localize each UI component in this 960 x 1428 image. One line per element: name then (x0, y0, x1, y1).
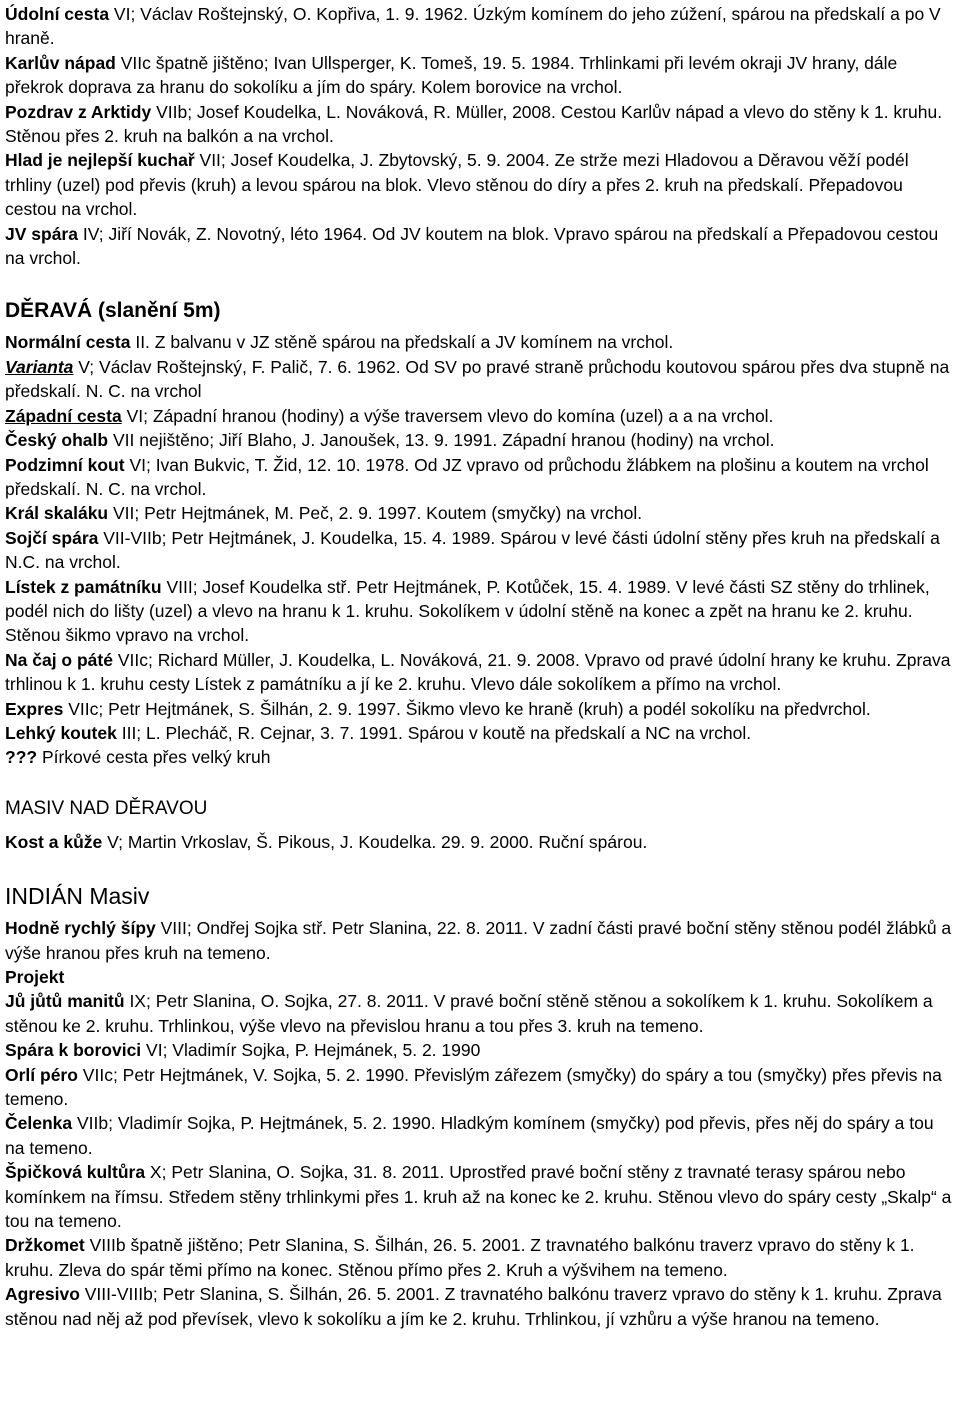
route-name: Držkomet (5, 1235, 85, 1256)
route-name: Špičková kultůra (5, 1162, 146, 1183)
route-name: Na čaj o páté (5, 649, 113, 670)
route-entry (5, 1160, 953, 1233)
route-entry (5, 453, 953, 502)
route-name: Údolní cesta (5, 4, 110, 24)
route-name: ??? (5, 747, 38, 768)
route-name: Podzimní kout (5, 454, 125, 475)
route-name: Orlí péro (5, 1064, 78, 1085)
route-entry (5, 2, 953, 51)
route-description: VIII; Josef Koudelka stř. Petr Hejtmánek, P. Kotůček, 15. 4. 1989. V levé části SZ stěny do trhlinek, podél nich do lišty (uzel) a vlevo na hranu k 1. kruhu. Sokolíkem v údolní stěně na konec a zpět na hranu ke 2. kruhu. Stěnou šikmo vpravo na vrchol. (5, 576, 930, 646)
spacer (5, 770, 953, 794)
route-description: IX; Petr Slanina, O. Sojka, 27. 8. 2011. V pravé boční stěně stěnou a sokolíkem k 1. kruhu. Sokolíkem a stěnou ke 2. kruhu. Trhlinkou, výše vlevo na převislou hranu a tou přes 3. kruh na temeno. (5, 991, 933, 1036)
route-name: Hlad je nejlepší kuchař (5, 150, 195, 171)
section-heading: INDIÁN Masiv (5, 883, 150, 910)
route-description: VI; Západní hranou (hodiny) a výše traversem vlevo do komína (uzel) a a na vrchol. (121, 405, 774, 426)
route-entry (5, 1233, 953, 1282)
route-entry (5, 648, 953, 697)
route-entry (5, 1111, 953, 1160)
route-name: Kost a kůže (5, 831, 103, 852)
route-entry (5, 148, 953, 221)
route-entry (5, 965, 953, 989)
route-name: Hodně rychlý šípy (5, 918, 156, 939)
section-heading: MASIV NAD DĚRAVOU (5, 797, 208, 819)
route-name: Varianta (5, 356, 74, 377)
route-description: X; Petr Slanina, O. Sojka, 31. 8. 2011. Uprostřed pravé boční stěny z travnaté terasy spárou nebo komínkem na římsu. Středem stěny trhlinkymi přes 1. kruh až na konec ke 2. kruhu. Stěnou vlevo do spáry cesty „Skalp“ a tou na temeno. (5, 1162, 952, 1232)
route-description: VIIc; Richard Müller, J. Koudelka, L. Nováková, 21. 9. 2008. Vpravo od pravé údolní hrany ke kruhu. Zprava trhlinou k 1. kruhu cesty Lístek z památníku a jí ke 2. kruhu. Vlevo dále sokolíkem a přímo na vrchol. (5, 649, 951, 695)
route-name: Lístek z památníku (5, 576, 162, 597)
route-description: VIIc; Petr Hejtmánek, V. Sojka, 5. 2. 1990. Převislým zářezem (smyčky) do spáry a tou (smyčky) přes převis na temeno. (5, 1064, 942, 1110)
route-entry (5, 428, 953, 452)
route-description: Pírkové cesta přes velký kruh (37, 747, 271, 768)
route-description: VIII-VIIIb; Petr Slanina, S. Šilhán, 26. 5. 2001. Z travnatého balkónu traverz vpravo do stěny k 1. kruhu. Zprava stěnou nad něj až pod převísek, vlevo k sokolíku a jím ke 2. kruhu. Trhlinkou, jí vzhůru a výše hranou na temeno. (5, 1284, 942, 1329)
route-description: VII; Petr Hejtmánek, M. Peč, 2. 9. 1997. Koutem (smyčky) na vrchol. (108, 503, 643, 524)
route-description: III; L. Plecháč, R. Cejnar, 3. 7. 1991. Spárou v koutě na předskalí a NC na vrchol. (116, 722, 752, 743)
route-name: Expres (5, 698, 64, 719)
section-heading: DĚRAVÁ (slanění 5m) (5, 299, 221, 323)
route-description: VIIb; Josef Koudelka, L. Nováková, R. Müller, 2008. Cestou Karlův nápad a vlevo do stěny k 1. kruhu. Stěnou přes 2. kruh na balkón a na vrchol. (5, 101, 943, 147)
route-guide-document (5, 2, 953, 1331)
route-description: VII-VIIb; Petr Hejtmánek, J. Koudelka, 15. 4. 1989. Spárou v levé části údolní stěny přes kruh na předskalí a N.C. na vrchol. (5, 527, 940, 573)
route-name: Západní cesta (5, 405, 122, 426)
route-entry (5, 51, 953, 100)
route-description: VIIc; Petr Hejtmánek, S. Šilhán, 2. 9. 1997. Šikmo vlevo ke hraně (kruh) a podél sokolíku na předvrchol. (63, 698, 871, 719)
route-name: Sojčí spára (5, 527, 99, 548)
route-description: VIIc špatně jištěno; Ivan Ullsperger, K. Tomeš, 19. 5. 1984. Trhlinkami při levém okraji JV hrany, dále překrok doprava za hranu do sokolíku a jím do spáry. Kolem borovice na vrchol. (5, 52, 898, 98)
route-name: Normální cesta (5, 332, 131, 353)
route-entry (5, 745, 953, 769)
spacer (5, 270, 953, 294)
route-entry (5, 501, 953, 525)
route-entry (5, 575, 953, 648)
route-entry (5, 697, 953, 721)
route-description: VIIIb špatně jištěno; Petr Slanina, S. Šilhán, 26. 5. 2001. Z travnatého balkónu traverz vpravo do stěny k 1. kruhu. Zleva do spár těmi přímo na konec. Stěnou přímo přes 2. Kruh a výšvihem na temeno. (5, 1235, 915, 1280)
route-entry (5, 404, 953, 428)
route-description: V; Martin Vrkoslav, Š. Pikous, J. Koudelka. 29. 9. 2000. Ruční spárou. (102, 831, 648, 852)
route-entry (5, 330, 953, 354)
route-entry (5, 355, 953, 404)
route-description: IV; Jiří Novák, Z. Novotný, léto 1964. Od JV koutem na blok. Vpravo spárou na předskalí a Přepadovou cestou na vrchol. (5, 223, 939, 269)
route-name: Agresivo (5, 1284, 80, 1305)
route-name: Lehký koutek (5, 722, 117, 743)
route-entry (5, 222, 953, 271)
route-name: JV spára (5, 223, 78, 244)
route-description: V; Václav Roštejnský, F. Palič, 7. 6. 1962. Od SV po pravé straně průchodu koutovou spárou přes dva stupně na předskalí. N. C. na vrchol (5, 356, 950, 402)
route-description: VI; Václav Roštejnský, O. Kopřiva, 1. 9. 1962. Úzkým komínem do jeho zúžení, spárou na předskalí a po V hraně. (5, 4, 941, 49)
route-name: Český ohalb (5, 430, 109, 451)
route-name: Spára k borovici (5, 1040, 142, 1061)
route-description: VII; Josef Koudelka, J. Zbytovský, 5. 9. 2004. Ze strže mezi Hladovou a Děravou věží podél trhliny (uzel) pod převis (kruh) a levou spárou na blok. Vlevo stěnou do díry a přes 2. kruh na předskalí. Přepadovou cestou na vrchol. (5, 150, 909, 220)
route-name: Karlův nápad (5, 52, 116, 73)
route-name: Projekt (5, 967, 65, 987)
route-entry (5, 1063, 953, 1112)
route-description: VI; Vladimír Sojka, P. Hejmánek, 5. 2. 1990 (141, 1040, 481, 1061)
spacer (5, 854, 953, 878)
route-name: Jů jůtů manitů (5, 991, 125, 1012)
route-description: VIIb; Vladimír Sojka, P. Hejtmánek, 5. 2. 1990. Hladkým komínem (smyčky) pod převis, přes něj do spáry a tou na temeno. (5, 1113, 934, 1158)
route-entry (5, 830, 953, 854)
route-entry (5, 526, 953, 575)
route-description: VIII; Ondřej Sojka stř. Petr Slanina, 22. 8. 2011. V zadní části pravé boční stěny stěnou podél žlábků a výše hranou přes kruh na temeno. (5, 918, 952, 963)
route-entry (5, 916, 953, 965)
route-description: II. Z balvanu v JZ stěně spárou na předskalí a JV komínem na vrchol. (130, 332, 674, 353)
route-name: Čelenka (5, 1113, 73, 1134)
route-entry (5, 1038, 953, 1062)
route-name: Pozdrav z Arktidy (5, 101, 152, 122)
route-entry (5, 721, 953, 745)
route-entry (5, 989, 953, 1038)
route-entry (5, 100, 953, 149)
route-entry (5, 1282, 953, 1331)
route-description: VII nejištěno; Jiří Blaho, J. Janoušek, 13. 9. 1991. Západní hranou (hodiny) na vrchol. (108, 430, 775, 451)
route-description: VI; Ivan Bukvic, T. Žid, 12. 10. 1978. Od JZ vpravo od průchodu žlábkem na plošinu a koutem na vrchol předskalí. N. C. na vrchol. (5, 454, 929, 499)
route-name: Král skaláku (5, 503, 109, 524)
